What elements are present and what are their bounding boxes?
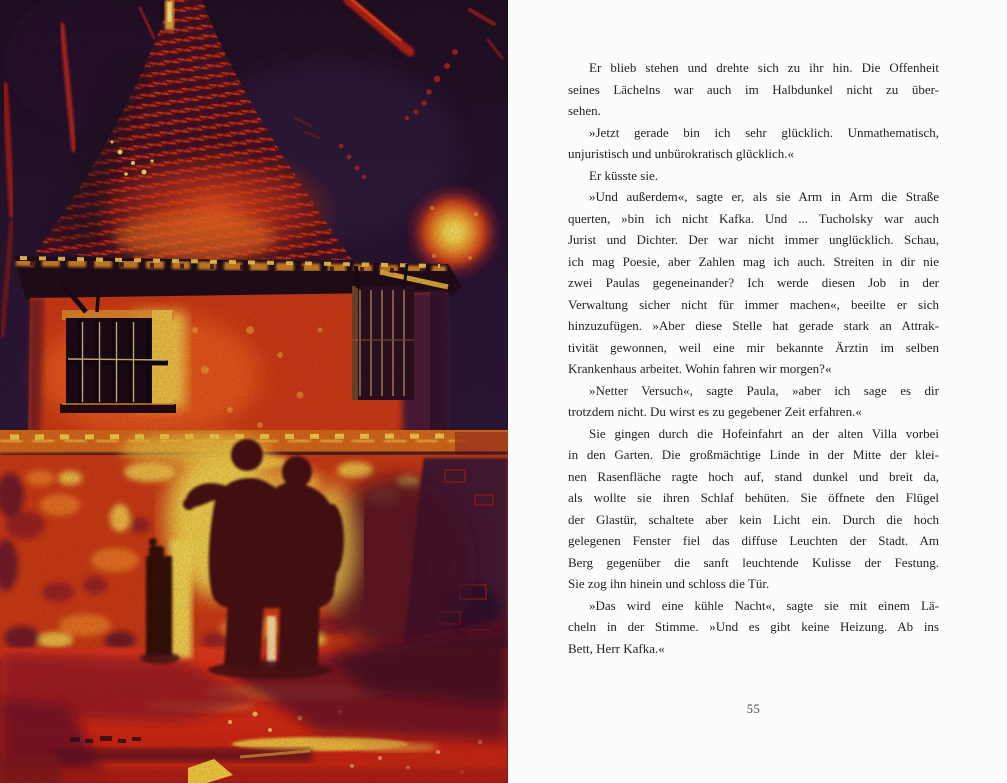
text-line: gelegenen Fenster fiel das diffuse Leuchten der Stadt. Am [568, 533, 939, 548]
text-line: cheln in der Stimme. »Und es gibt keine Heizung. Ab ins [568, 619, 939, 634]
text-line: Krankenhaus arbeitet. Wohin fahren wir morgen?« [568, 361, 832, 376]
text-line: »Jetzt gerade bin ich sehr glücklich. Unmathematisch, [589, 124, 939, 140]
paragraph [568, 595, 939, 660]
right-page [508, 0, 1007, 783]
text-line: Bett, Herr Kafka.« [568, 640, 665, 656]
text-line: Er küsste sie. [589, 167, 658, 183]
text-line: Jurist und Dichter. Der war nicht immer unglücklich. Schau, [568, 232, 939, 247]
text-line: querten, »bin ich nicht Kafka. Und ... Tucholsky war auch [568, 210, 939, 226]
text-line: Er blieb stehen und drehte sich zu ihr hin. Die Offenheit [589, 60, 939, 75]
text-line: in den Garten. Die großmächtige Linde in der Mitte der klei- [568, 447, 939, 462]
text-line: Sie gingen durch die Hofeinfahrt an der alten Villa vorbei [589, 425, 939, 441]
paragraph [568, 380, 939, 423]
text-line: »Und außerdem«, sagte er, als sie Arm in Arm die Straße [589, 189, 939, 204]
text-line: »Netter Versuch«, sagte Paula, »aber ich sage es dir [589, 382, 939, 398]
text-line: Sie zog ihn hinein und schloss die Tür. [568, 576, 770, 591]
page-number: 55 [746, 702, 761, 716]
text-line: seines Lächelns war auch im Halbdunkel nicht zu über- [568, 81, 939, 97]
text-line: trotzdem nicht. Du wirst es zu gegebener Zeit erfahren.« [568, 404, 862, 419]
text-line: ich mag Poesie, aber Zahlen mag ich auch. Streiten in dir nie [568, 253, 939, 269]
paragraph [568, 57, 939, 122]
paragraph [568, 122, 939, 165]
paragraph [568, 165, 939, 187]
paragraph [568, 186, 939, 380]
text-block [568, 57, 939, 659]
text-line: der Glastür, schaltete aber kein Licht ein. Durch die hoch [568, 511, 939, 527]
text-line: Verwaltung sicher nicht für immer machen«, beeilte er sich [568, 296, 939, 312]
text-line: sehen. [568, 103, 601, 118]
text-line: nen Rasenfläche ragte hoch auf, stand dunkel und breit da, [568, 468, 939, 484]
text-line: tivität gewonnen, weil eine mir bekannte Ärztin im selben [568, 339, 939, 355]
text-line: unjuristisch und unbürokratisch glücklich.« [568, 146, 795, 161]
paragraph [568, 423, 939, 595]
text-line: hinzuzufügen. »Aber diese Stelle hat gerade stark an Attrak- [568, 318, 939, 333]
text-line: als wollte sie ihren Schlaf behüten. Sie öffnete den Flügel [568, 490, 939, 505]
text-line: »Das wird eine kühle Nacht«, sagte sie mit einem Lä- [589, 597, 939, 613]
text-line: zwei Paulas gegeneinander? Ich werde diesen Job in der [568, 275, 939, 290]
text-line: Berg gegenüber die sanft leuchtende Kulisse der Festung. [568, 554, 939, 570]
